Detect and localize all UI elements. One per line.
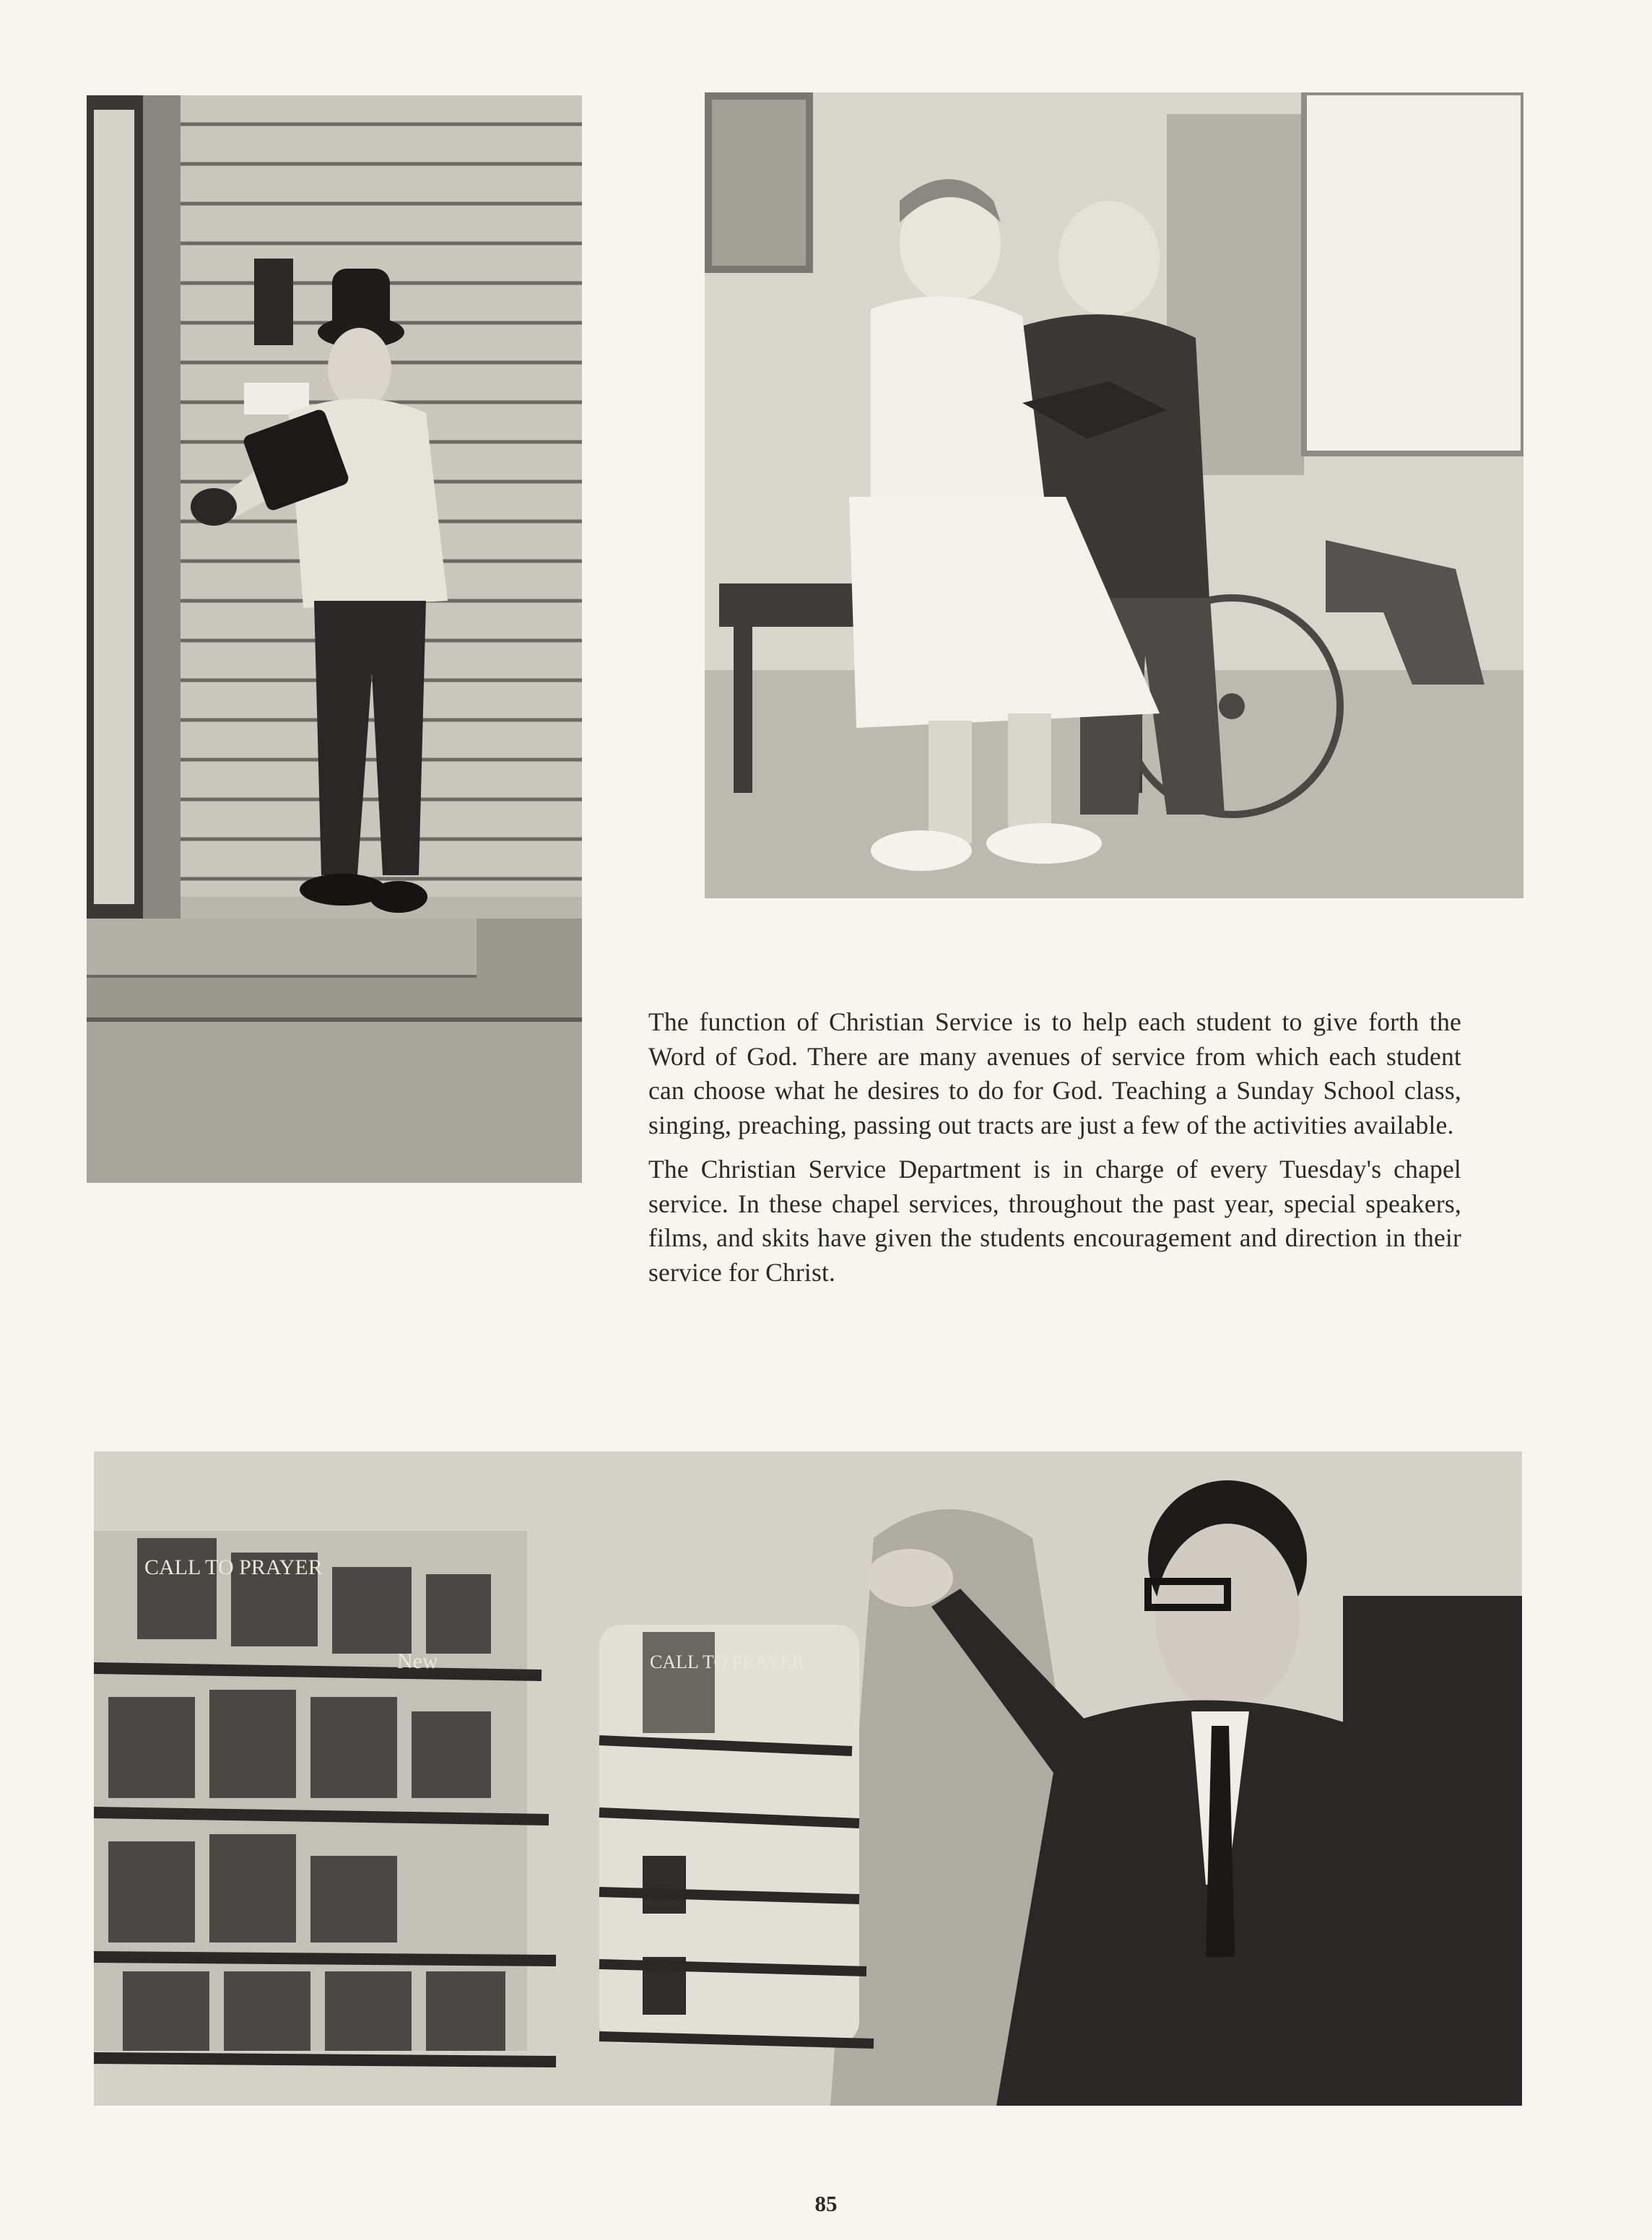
nursing-home-scene bbox=[705, 92, 1523, 898]
tract-label: CALL TO PRAYER bbox=[144, 1555, 323, 1579]
article-paragraph: The function of Christian Service is to help each student to give forth the Word of God. There are many avenues of service from which each student can choose what he desires to do for God. Teaching a Sunday School class, singing, preaching, passing out tracts are just a few of the activities available. bbox=[648, 1007, 1461, 1139]
tract-label: CALL TO PRAYER bbox=[650, 1651, 804, 1672]
photo-nurse-reading bbox=[705, 92, 1523, 898]
article-body bbox=[648, 1005, 1461, 1300]
page-number: 85 bbox=[814, 2191, 838, 2216]
photo-student-at-door bbox=[87, 95, 582, 1183]
doorstep-scene bbox=[87, 95, 582, 1183]
tract-label: New bbox=[397, 1649, 438, 1673]
tract-rack-scene bbox=[94, 1451, 1522, 2106]
photo-tract-rack bbox=[94, 1451, 1522, 2106]
article-paragraph: The Christian Service Department is in charge of every Tuesday's chapel service. In these chapel services, throughout the past year, special speakers, films, and skits have given the students encouragement and direction in their service for Christ. bbox=[648, 1155, 1461, 1287]
